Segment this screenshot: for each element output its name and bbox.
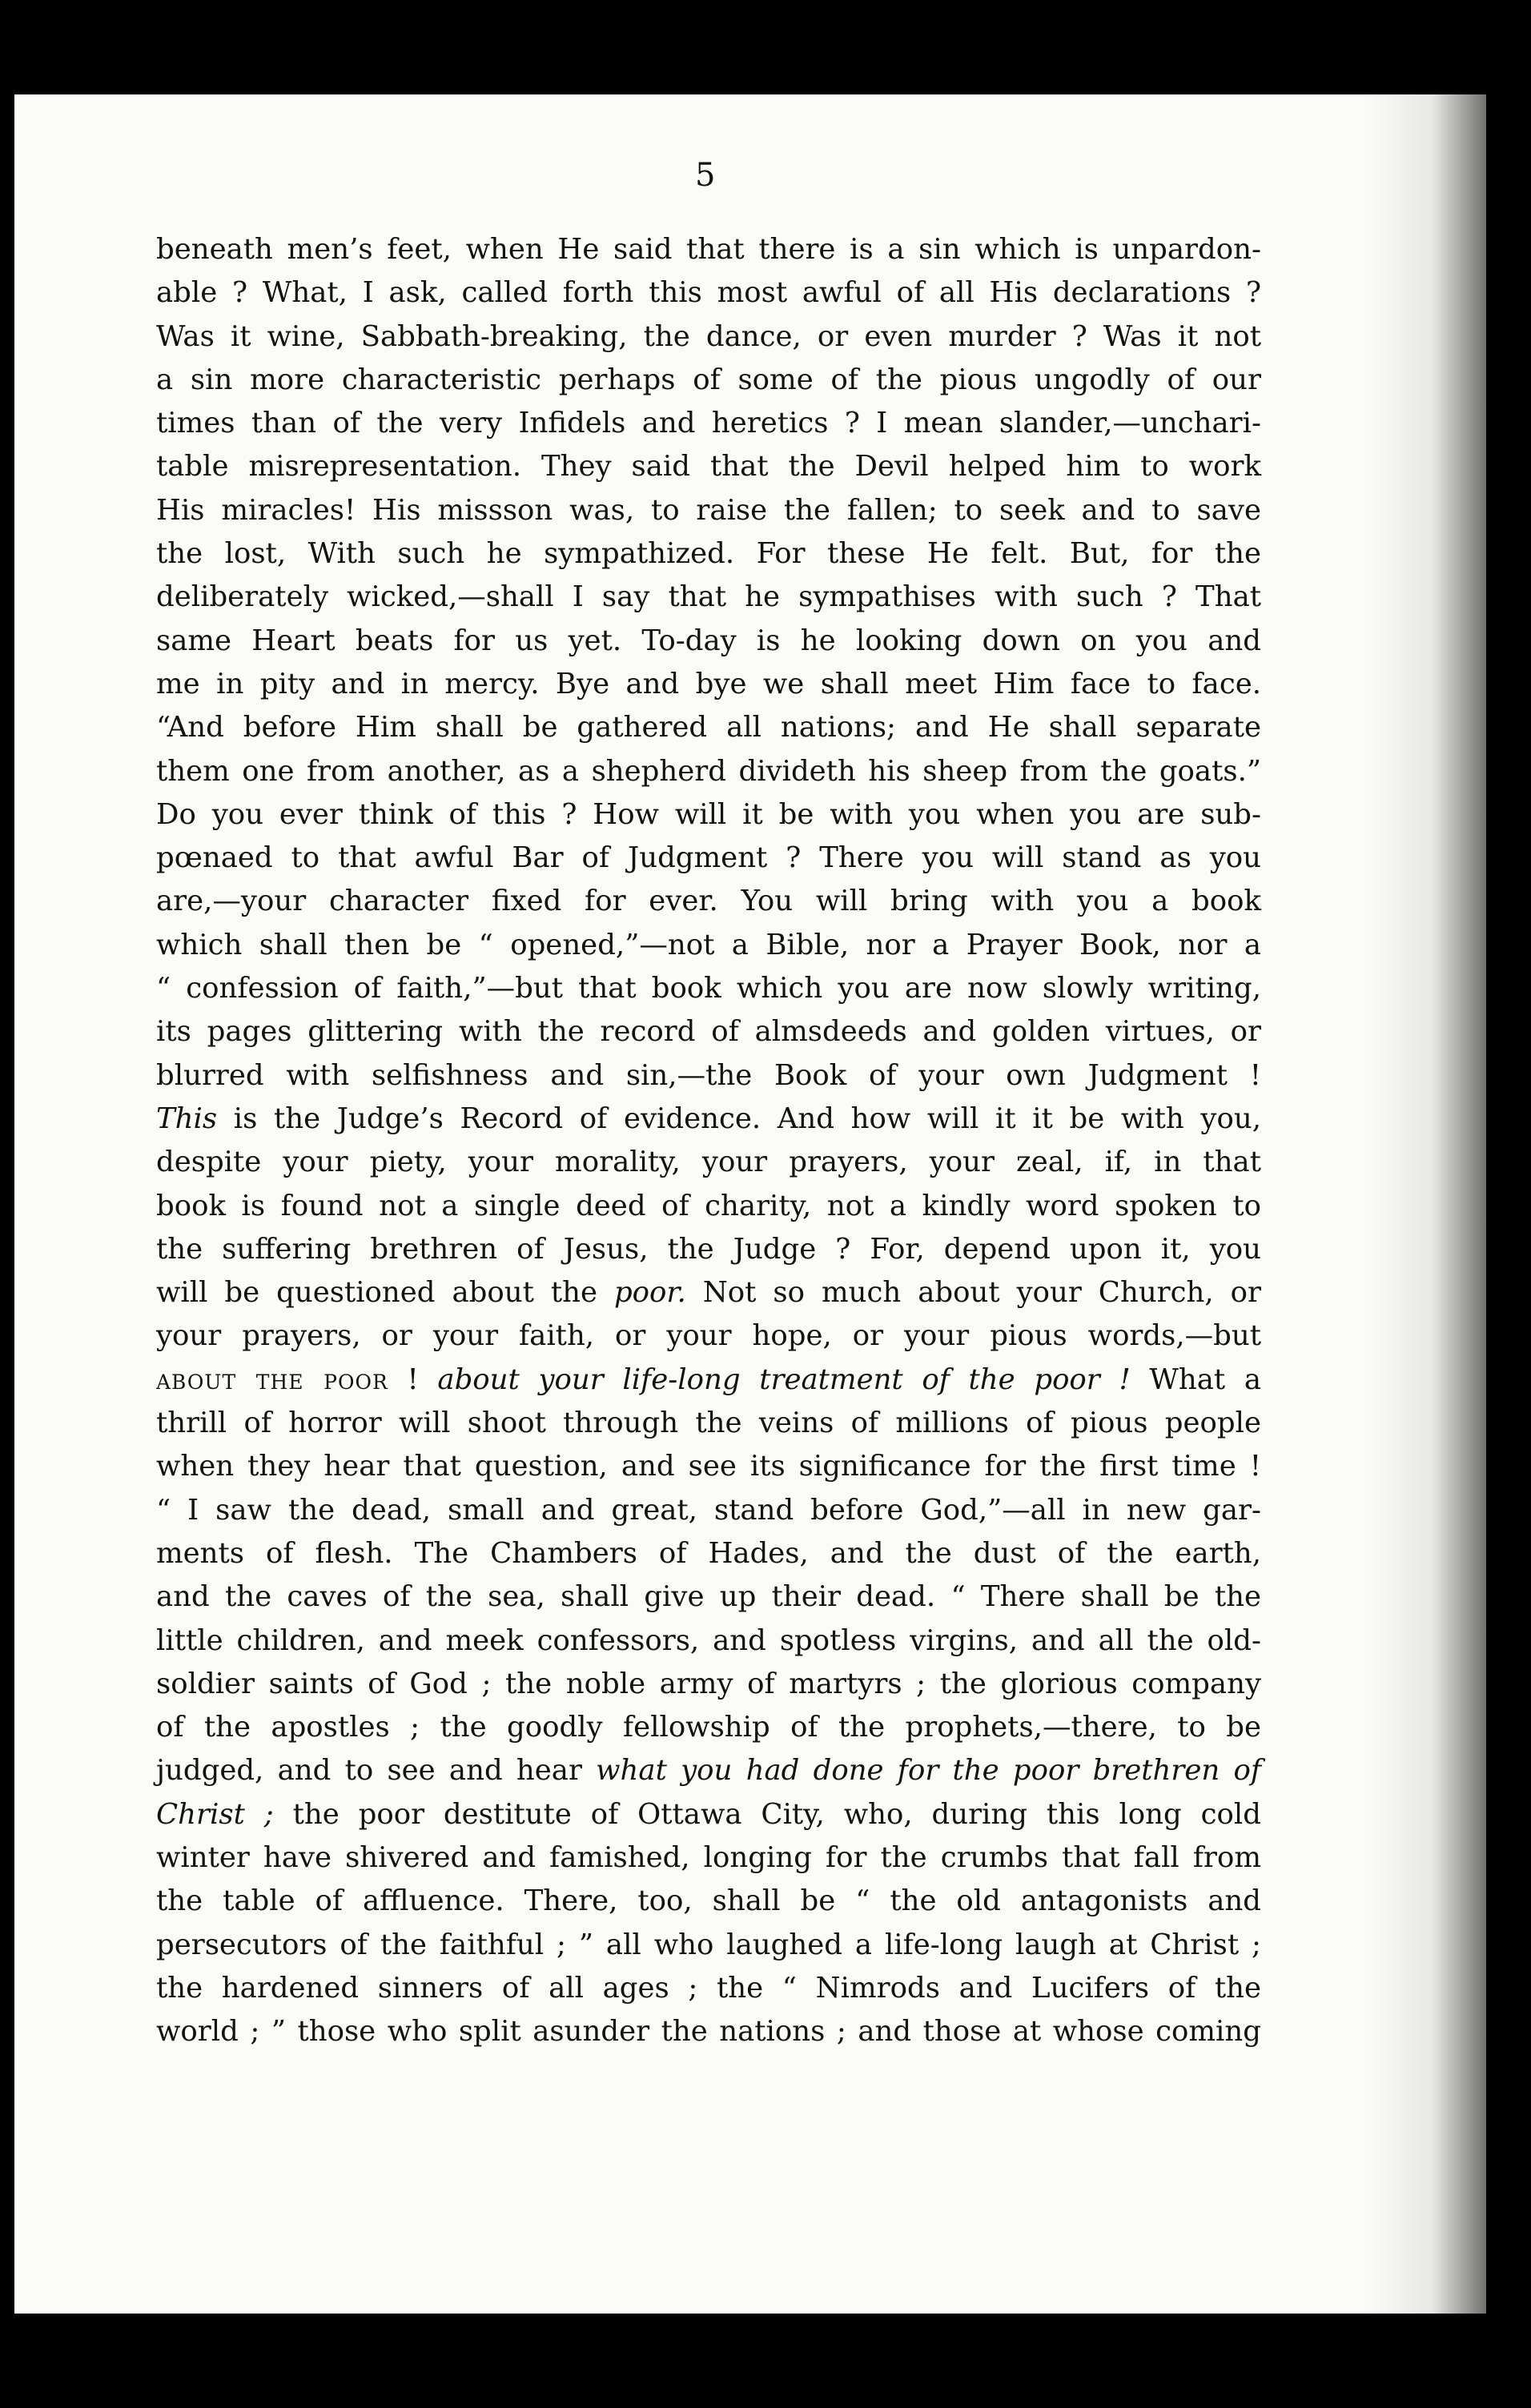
text-line <box>156 793 1261 837</box>
text-line <box>156 1663 1261 1706</box>
text-line <box>156 1793 1261 1836</box>
text-segment: the lost, With such he sympathized. For these He felt. But, for the <box>156 537 1261 571</box>
text-segment: which shall then be “ opened,”—not a Bible, nor a Prayer Book, nor a <box>156 928 1261 961</box>
text-segment: This <box>156 1102 218 1135</box>
text-segment: His miracles! His missson was, to raise the fallen; to seek and to save <box>156 493 1261 527</box>
text-segment: ments of flesh. The Chambers of Hades, and the dust of the earth, <box>156 1536 1261 1570</box>
text-segment: deliberately wicked,—shall I say that he sympathises with such ? That <box>156 580 1261 614</box>
text-line <box>156 1489 1261 1532</box>
text-line <box>156 1228 1261 1271</box>
text-segment: table misrepresentation. They said that the Devil helped him to work <box>156 450 1261 484</box>
text-line <box>156 315 1261 359</box>
text-segment: winter have shivered and famished, longing for the crumbs that fall from <box>156 1840 1261 1874</box>
text-line <box>156 1880 1261 1923</box>
text-segment: Not so much about your Church, or <box>685 1276 1261 1310</box>
text-segment: “And before Him shall be gathered all nations; and He shall separate <box>156 711 1261 744</box>
body-text <box>156 228 1261 2053</box>
text-segment: is the Judge’s Record of evidence. And how will it it be with you, <box>217 1102 1261 1135</box>
text-line <box>156 1836 1261 1880</box>
text-line <box>156 1141 1261 1184</box>
text-segment: are,—your character fixed for ever. You will bring with you a book <box>156 885 1261 918</box>
text-segment: when they hear that question, and see its significance for the first time ! <box>156 1450 1261 1483</box>
text-segment: thrill of horror will shoot through the veins of millions of pious people <box>156 1407 1261 1440</box>
text-line <box>156 1924 1261 1967</box>
text-line <box>156 1706 1261 1749</box>
text-segment: What a <box>1130 1363 1261 1396</box>
text-segment: about the poor <box>156 1363 388 1396</box>
text-segment: despite your piety, your morality, your prayers, your zeal, if, in that <box>156 1146 1261 1179</box>
text-line <box>156 445 1261 488</box>
text-segment: able ? What, I ask, called forth this most awful of all His declarations ? <box>156 276 1261 310</box>
text-segment: persecutors of the faithful ; ” all who laughed a life-long laugh at Christ ; <box>156 1928 1261 1961</box>
text-segment: Was it wine, Sabbath-breaking, the dance, or even murder ? Was it not <box>156 319 1261 353</box>
text-line <box>156 706 1261 749</box>
text-segment: the suffering brethren of Jesus, the Judge ? For, depend upon it, you <box>156 1232 1261 1266</box>
text-segment: times than of the very Infidels and heretics ? I mean slander,—unchari- <box>156 407 1261 440</box>
text-segment: judged, and to see and hear <box>156 1754 597 1788</box>
text-segment: me in pity and in mercy. Bye and bye we shall meet Him face to face. <box>156 667 1261 700</box>
text-segment: world ; ” those who split asunder the nations ; and those at whose coming <box>156 2015 1261 2049</box>
text-line <box>156 1185 1261 1228</box>
text-segment: blurred with selfishness and sin,—the Book of your own Judgment ! <box>156 1058 1261 1092</box>
text-segment: book is found not a single deed of charity, not a kindly word spoken to <box>156 1189 1261 1222</box>
text-segment: ! <box>388 1363 438 1396</box>
text-line <box>156 1532 1261 1575</box>
text-line <box>156 1749 1261 1792</box>
text-line <box>156 663 1261 706</box>
text-segment: soldier saints of God ; the noble army of martyrs ; the glorious company <box>156 1667 1261 1700</box>
text-line <box>156 2010 1261 2053</box>
text-segment: its pages glittering with the record of almsdeeds and golden virtues, or <box>156 1015 1261 1049</box>
text-line <box>156 1054 1261 1098</box>
text-segment: of the apostles ; the goodly fellowship of the prophets,—there, to be <box>156 1711 1261 1744</box>
text-segment: “ I saw the dead, small and great, stand before God,”—all in new gar- <box>156 1493 1261 1527</box>
text-line <box>156 1619 1261 1663</box>
text-line <box>156 1359 1261 1402</box>
page-number: 5 <box>695 157 716 194</box>
text-line <box>156 880 1261 923</box>
text-segment: Christ ; <box>156 1797 274 1831</box>
text-line <box>156 576 1261 619</box>
text-line <box>156 1098 1261 1141</box>
text-segment: poor. <box>613 1276 686 1310</box>
text-line <box>156 1575 1261 1619</box>
text-segment: Do you ever think of this ? How will it be with you when you are sub- <box>156 797 1261 831</box>
text-line <box>156 837 1261 880</box>
text-segment: “ confession of faith,”—but that book which you are now slowly writing, <box>156 972 1261 1005</box>
text-segment: a sin more characteristic perhaps of some of the pious ungodly of our <box>156 363 1261 396</box>
text-segment: little children, and meek confessors, and spotless virgins, and all the old- <box>156 1623 1261 1657</box>
text-line <box>156 1402 1261 1445</box>
text-line <box>156 620 1261 663</box>
text-line <box>156 402 1261 445</box>
text-segment: same Heart beats for us yet. To-day is he looking down on you and <box>156 624 1261 657</box>
text-segment: and the caves of the sea, shall give up their dead. “ There shall be the <box>156 1580 1261 1614</box>
text-line <box>156 228 1261 271</box>
page-edge-shadow <box>1366 94 1486 2314</box>
text-line <box>156 924 1261 967</box>
text-line <box>156 1010 1261 1054</box>
text-segment: the hardened sinners of all ages ; the “ Nimrods and Lucifers of the <box>156 1971 1261 2005</box>
text-segment: the table of affluence. There, too, shall be “ the old antagonists and <box>156 1884 1261 1918</box>
text-segment: what you had done for the poor brethren of <box>596 1754 1261 1788</box>
text-line <box>156 489 1261 532</box>
text-segment: beneath men’s feet, when He said that there is a sin which is unpardon- <box>156 233 1261 266</box>
text-line <box>156 271 1261 315</box>
text-line <box>156 1967 1261 2010</box>
text-line <box>156 1314 1261 1358</box>
text-segment: the poor destitute of Ottawa City, who, during this long cold <box>273 1797 1261 1831</box>
text-segment: them one from another, as a shepherd divideth his sheep from the goats.” <box>156 754 1261 788</box>
text-segment: pœnaed to that awful Bar of Judgment ? There you will stand as you <box>156 841 1261 875</box>
text-segment: will be questioned about the <box>156 1276 614 1310</box>
text-line <box>156 750 1261 793</box>
text-segment: about your life-long treatment of the poor ! <box>437 1363 1131 1396</box>
text-line <box>156 967 1261 1010</box>
text-line <box>156 1271 1261 1314</box>
text-line <box>156 1445 1261 1488</box>
text-line <box>156 532 1261 576</box>
text-line <box>156 359 1261 402</box>
text-segment: your prayers, or your faith, or your hope, or your pious words,—but <box>156 1319 1261 1353</box>
